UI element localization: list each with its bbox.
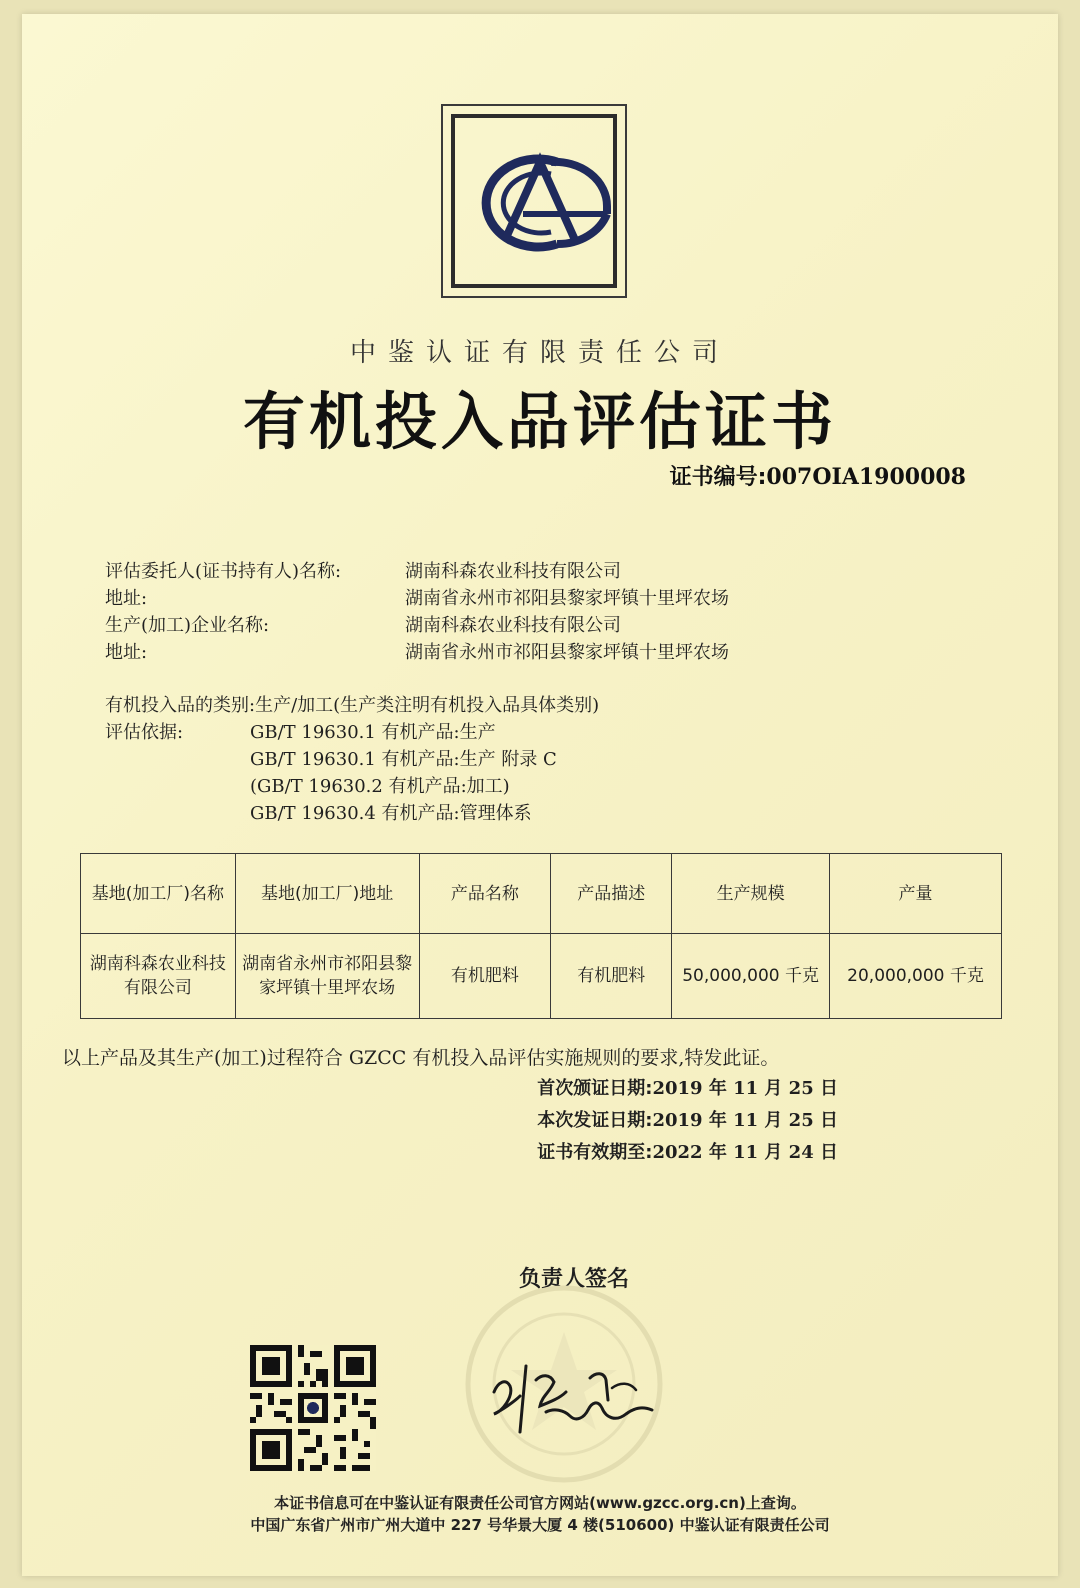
certificate-title: 有机投入品评估证书 bbox=[242, 385, 837, 458]
info-label: 生产(加工)企业名称: bbox=[105, 615, 270, 636]
date-value: 2019 年 11 月 25 日 bbox=[652, 1110, 838, 1131]
table-header-cell: 产品描述 bbox=[551, 854, 672, 934]
table-header-row bbox=[81, 854, 1002, 934]
table-header-cell: 基地(加工厂)名称 bbox=[81, 854, 236, 934]
signature-label: 负责人签名 bbox=[518, 1267, 629, 1292]
gzcc-logo bbox=[441, 104, 627, 298]
date-label: 首次颁证日期: bbox=[537, 1078, 653, 1099]
info-value: 湖南科森农业科技有限公司 bbox=[405, 561, 621, 582]
basis-item: GB/T 19630.4 有机产品:管理体系 bbox=[250, 803, 532, 824]
table-cell: 湖南科森农业科技有限公司 bbox=[81, 934, 236, 1019]
table-header-cell: 基地(加工厂)地址 bbox=[235, 854, 419, 934]
qr-code-icon[interactable] bbox=[250, 1345, 376, 1471]
date-first-issue bbox=[0, 1073, 838, 1105]
company-name: 中鉴认证有限责任公司 bbox=[349, 338, 730, 368]
date-current-issue bbox=[0, 1105, 838, 1137]
date-label: 证书有效期至: bbox=[537, 1142, 653, 1163]
table-cell: 有机肥料 bbox=[419, 934, 551, 1019]
info-row-holder-name bbox=[105, 559, 621, 585]
basis-item: (GB/T 19630.2 有机产品:加工) bbox=[250, 776, 510, 797]
footer bbox=[0, 1492, 1080, 1536]
info-label: 评估委托人(证书持有人)名称: bbox=[105, 561, 342, 582]
product-table bbox=[80, 853, 1002, 1019]
issue-dates bbox=[0, 1073, 838, 1169]
info-value: 湖南省永州市祁阳县黎家坪镇十里坪农场 bbox=[405, 642, 729, 663]
table-header-cell: 产品名称 bbox=[419, 854, 551, 934]
basis-item: GB/T 19630.1 有机产品:生产 附录 C bbox=[250, 749, 557, 770]
assessment-basis bbox=[105, 692, 599, 827]
date-value: 2022 年 11 月 24 日 bbox=[652, 1142, 838, 1163]
info-value: 湖南科森农业科技有限公司 bbox=[405, 615, 621, 636]
table-header-cell: 产量 bbox=[830, 854, 1002, 934]
footer-website-line: 本证书信息可在中鉴认证有限责任公司官方网站(www.gzcc.org.cn)上查询。 bbox=[274, 1494, 806, 1512]
certificate-number bbox=[670, 460, 966, 491]
basis-item: GB/T 19630.1 有机产品:生产 bbox=[250, 722, 496, 743]
info-label: 地址: bbox=[105, 642, 148, 663]
conformity-statement: 以上产品及其生产(加工)过程符合 GZCC 有机投入品评估实施规则的要求,特发此证。 bbox=[62, 1047, 780, 1069]
table-row bbox=[81, 934, 1002, 1019]
cag-logo-icon bbox=[465, 148, 615, 258]
info-row-producer-name bbox=[105, 613, 621, 639]
table-cell: 湖南省永州市祁阳县黎家坪镇十里坪农场 bbox=[235, 934, 419, 1019]
info-row-holder-address bbox=[105, 586, 729, 612]
info-value: 湖南省永州市祁阳县黎家坪镇十里坪农场 bbox=[405, 588, 729, 609]
certificate-number-value: 007OIA1900008 bbox=[766, 464, 966, 490]
info-row-producer-address bbox=[105, 640, 729, 666]
handwritten-signature bbox=[480, 1352, 660, 1442]
basis-label: 评估依据: bbox=[105, 722, 184, 743]
date-label: 本次发证日期: bbox=[537, 1110, 653, 1131]
category-line: 有机投入品的类别:生产/加工(生产类注明有机投入品具体类别) bbox=[105, 695, 600, 716]
table-cell: 20,000,000 千克 bbox=[830, 934, 1002, 1019]
table-cell: 50,000,000 千克 bbox=[672, 934, 830, 1019]
date-value: 2019 年 11 月 25 日 bbox=[652, 1078, 838, 1099]
table-header-cell: 生产规模 bbox=[672, 854, 830, 934]
table-cell: 有机肥料 bbox=[551, 934, 672, 1019]
footer-address-line: 中国广东省广州市广州大道中 227 号华景大厦 4 楼(510600) 中鉴认证有限责任公司 bbox=[250, 1516, 830, 1534]
info-label: 地址: bbox=[105, 588, 148, 609]
date-valid-until bbox=[0, 1137, 838, 1169]
certificate-number-label: 证书编号: bbox=[669, 465, 767, 490]
